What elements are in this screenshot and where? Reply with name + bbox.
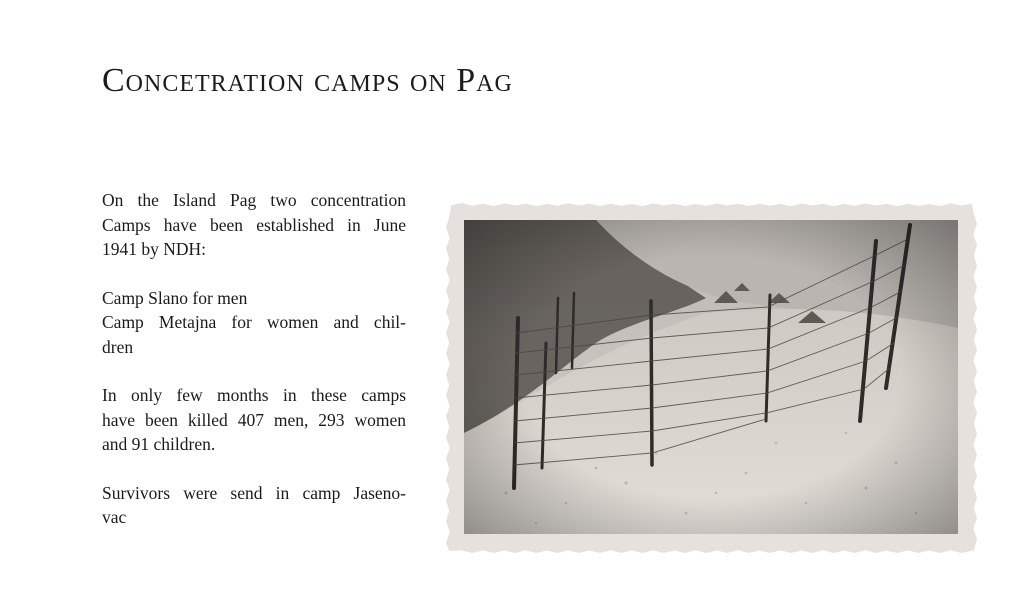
text-line: 1941 by NDH: <box>102 239 207 259</box>
text-line: Survivors were send in camp Jaseno- <box>102 482 406 503</box>
text-line: Camps have been established in June <box>102 214 406 235</box>
text-line: On the Island Pag two concentration <box>102 190 406 210</box>
historical-photo <box>446 203 977 553</box>
paragraph-camps <box>102 286 406 360</box>
text-line: vac <box>102 507 127 527</box>
body-text <box>102 188 406 554</box>
text-line: Camp Metajna for women and chil- <box>102 312 406 332</box>
paragraph-establishment <box>102 188 406 262</box>
text-line: have been killed 407 men, 293 women <box>102 409 406 430</box>
photo-vignette <box>464 220 958 534</box>
barbed-wire-fence-photo <box>446 203 977 553</box>
text-line: dren <box>102 336 134 357</box>
text-line: and 91 children. <box>102 434 216 454</box>
text-line: In only few months in these camps <box>102 385 406 405</box>
paragraph-victims <box>102 383 406 457</box>
text-line: Camp Slano for men <box>102 287 248 308</box>
paragraph-survivors <box>102 481 406 530</box>
page-title: Concetration camps on Pag <box>102 62 513 99</box>
